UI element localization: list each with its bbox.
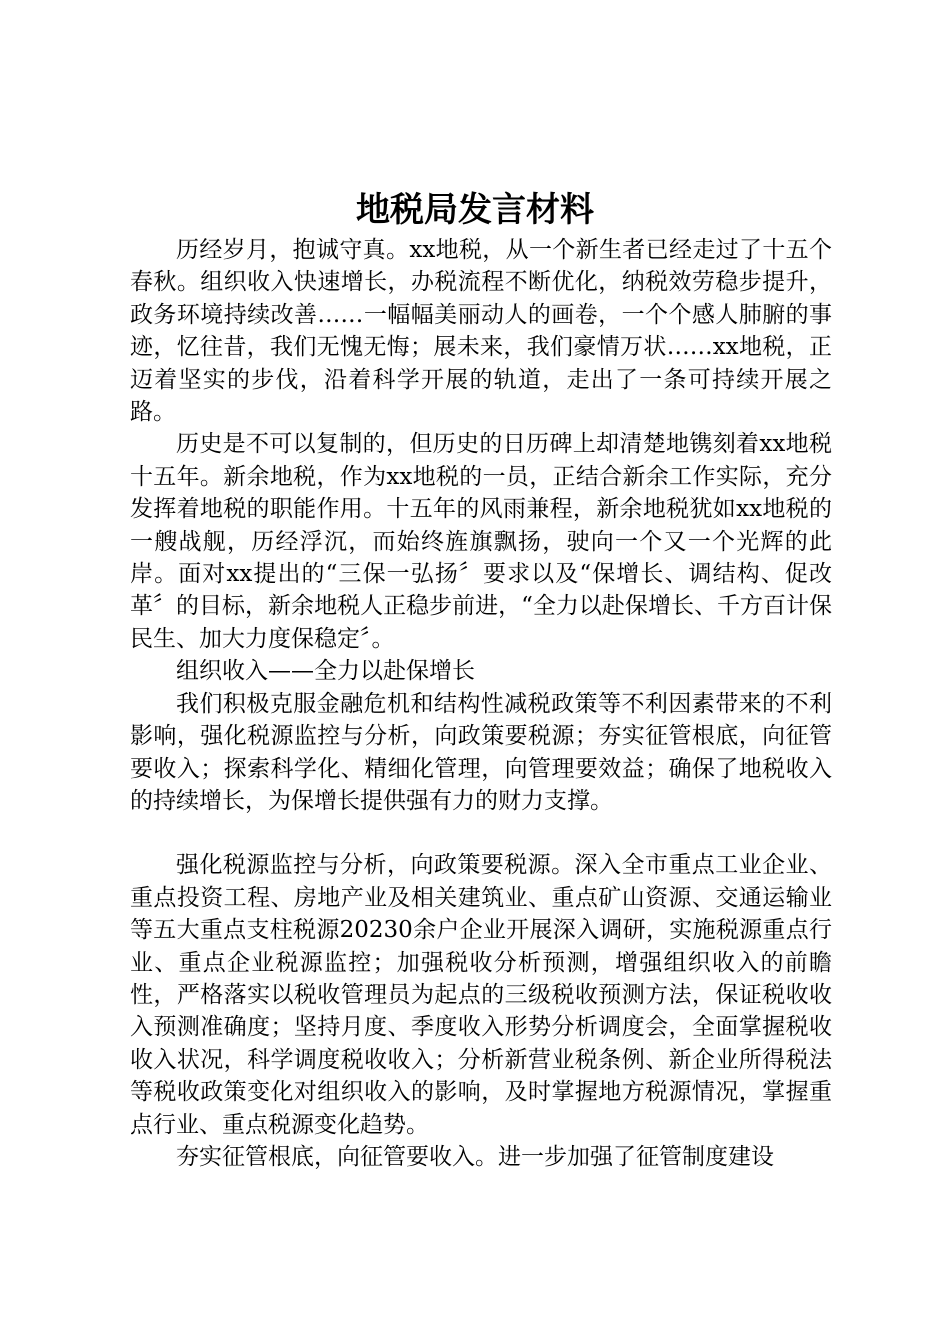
section-heading-revenue: 组织收入——全力以赴保增长	[176, 658, 475, 685]
document-body	[130, 234, 832, 1173]
paragraph-collection-management: 夯实征管根底，向征管要收入。进一步加强了征管制度建设	[176, 1143, 774, 1170]
document-title: 地税局发言材料	[356, 190, 594, 230]
paragraph-intro: 历经岁月，抱诚守真。xx地税，从一个新生者已经走过了十五个春秋。组织收入快速增长，办税流程不断优化，纳税效劳稳步提升，政务环境持续改善……一幅幅美丽动人的画卷，一个个感人肺腑的事迹，忆往昔，我们无愧无悔；展未来，我们豪情万状……xx地税，正迈着坚实的步伐，沿着科学开展的轨道，走出了一条可持续开展之路。	[130, 237, 832, 426]
paragraph-history: 历史是不可以复制的，但历史的日历碑上却清楚地镌刻着xx地税十五年。新余地税，作为xx地税的一员，正结合新余工作实际，充分发挥着地税的职能作用。十五年的风雨兼程，新余地税犹如xx地税的一艘战舰，历经浮沉，而始终旌旗飘扬，驶向一个又一个光辉的此岸。面对xx提出的“三保一弘扬〞要求以及“保增长、调结构、促改革〞的目标，新余地税人正稳步前进，“全力以赴保增长、千方百计保民生、加大力度保稳定〞。	[130, 431, 832, 652]
paragraph-revenue-summary: 我们积极克服金融危机和结构性减税政策等不利因素带来的不利影响，强化税源监控与分析，向政策要税源；夯实征管根底，向征管要收入；探索科学化、精细化管理，向管理要效益；确保了地税收入的持续增长，为保增长提供强有力的财力支撑。	[130, 690, 832, 814]
paragraph-tax-source-monitoring: 强化税源监控与分析，向政策要税源。深入全市重点工业企业、重点投资工程、房地产业及相关建筑业、重点矿山资源、交通运输业等五大重点支柱税源20230余户企业开展深入调研，实施税源重点行业、重点企业税源监控；加强税收分析预测，增强组织收入的前瞻性，严格落实以税收管理员为起点的三级税收预测方法，保证税收收入预测准确度；坚持月度、季度收入形势分析调度会，全面掌握税收收入状况，科学调度税收收入；分析新营业税条例、新企业所得税法等税收政策变化对组织收入的影响，及时掌握地方税源情况，掌握重点行业、重点税源变化趋势。	[130, 852, 832, 1138]
